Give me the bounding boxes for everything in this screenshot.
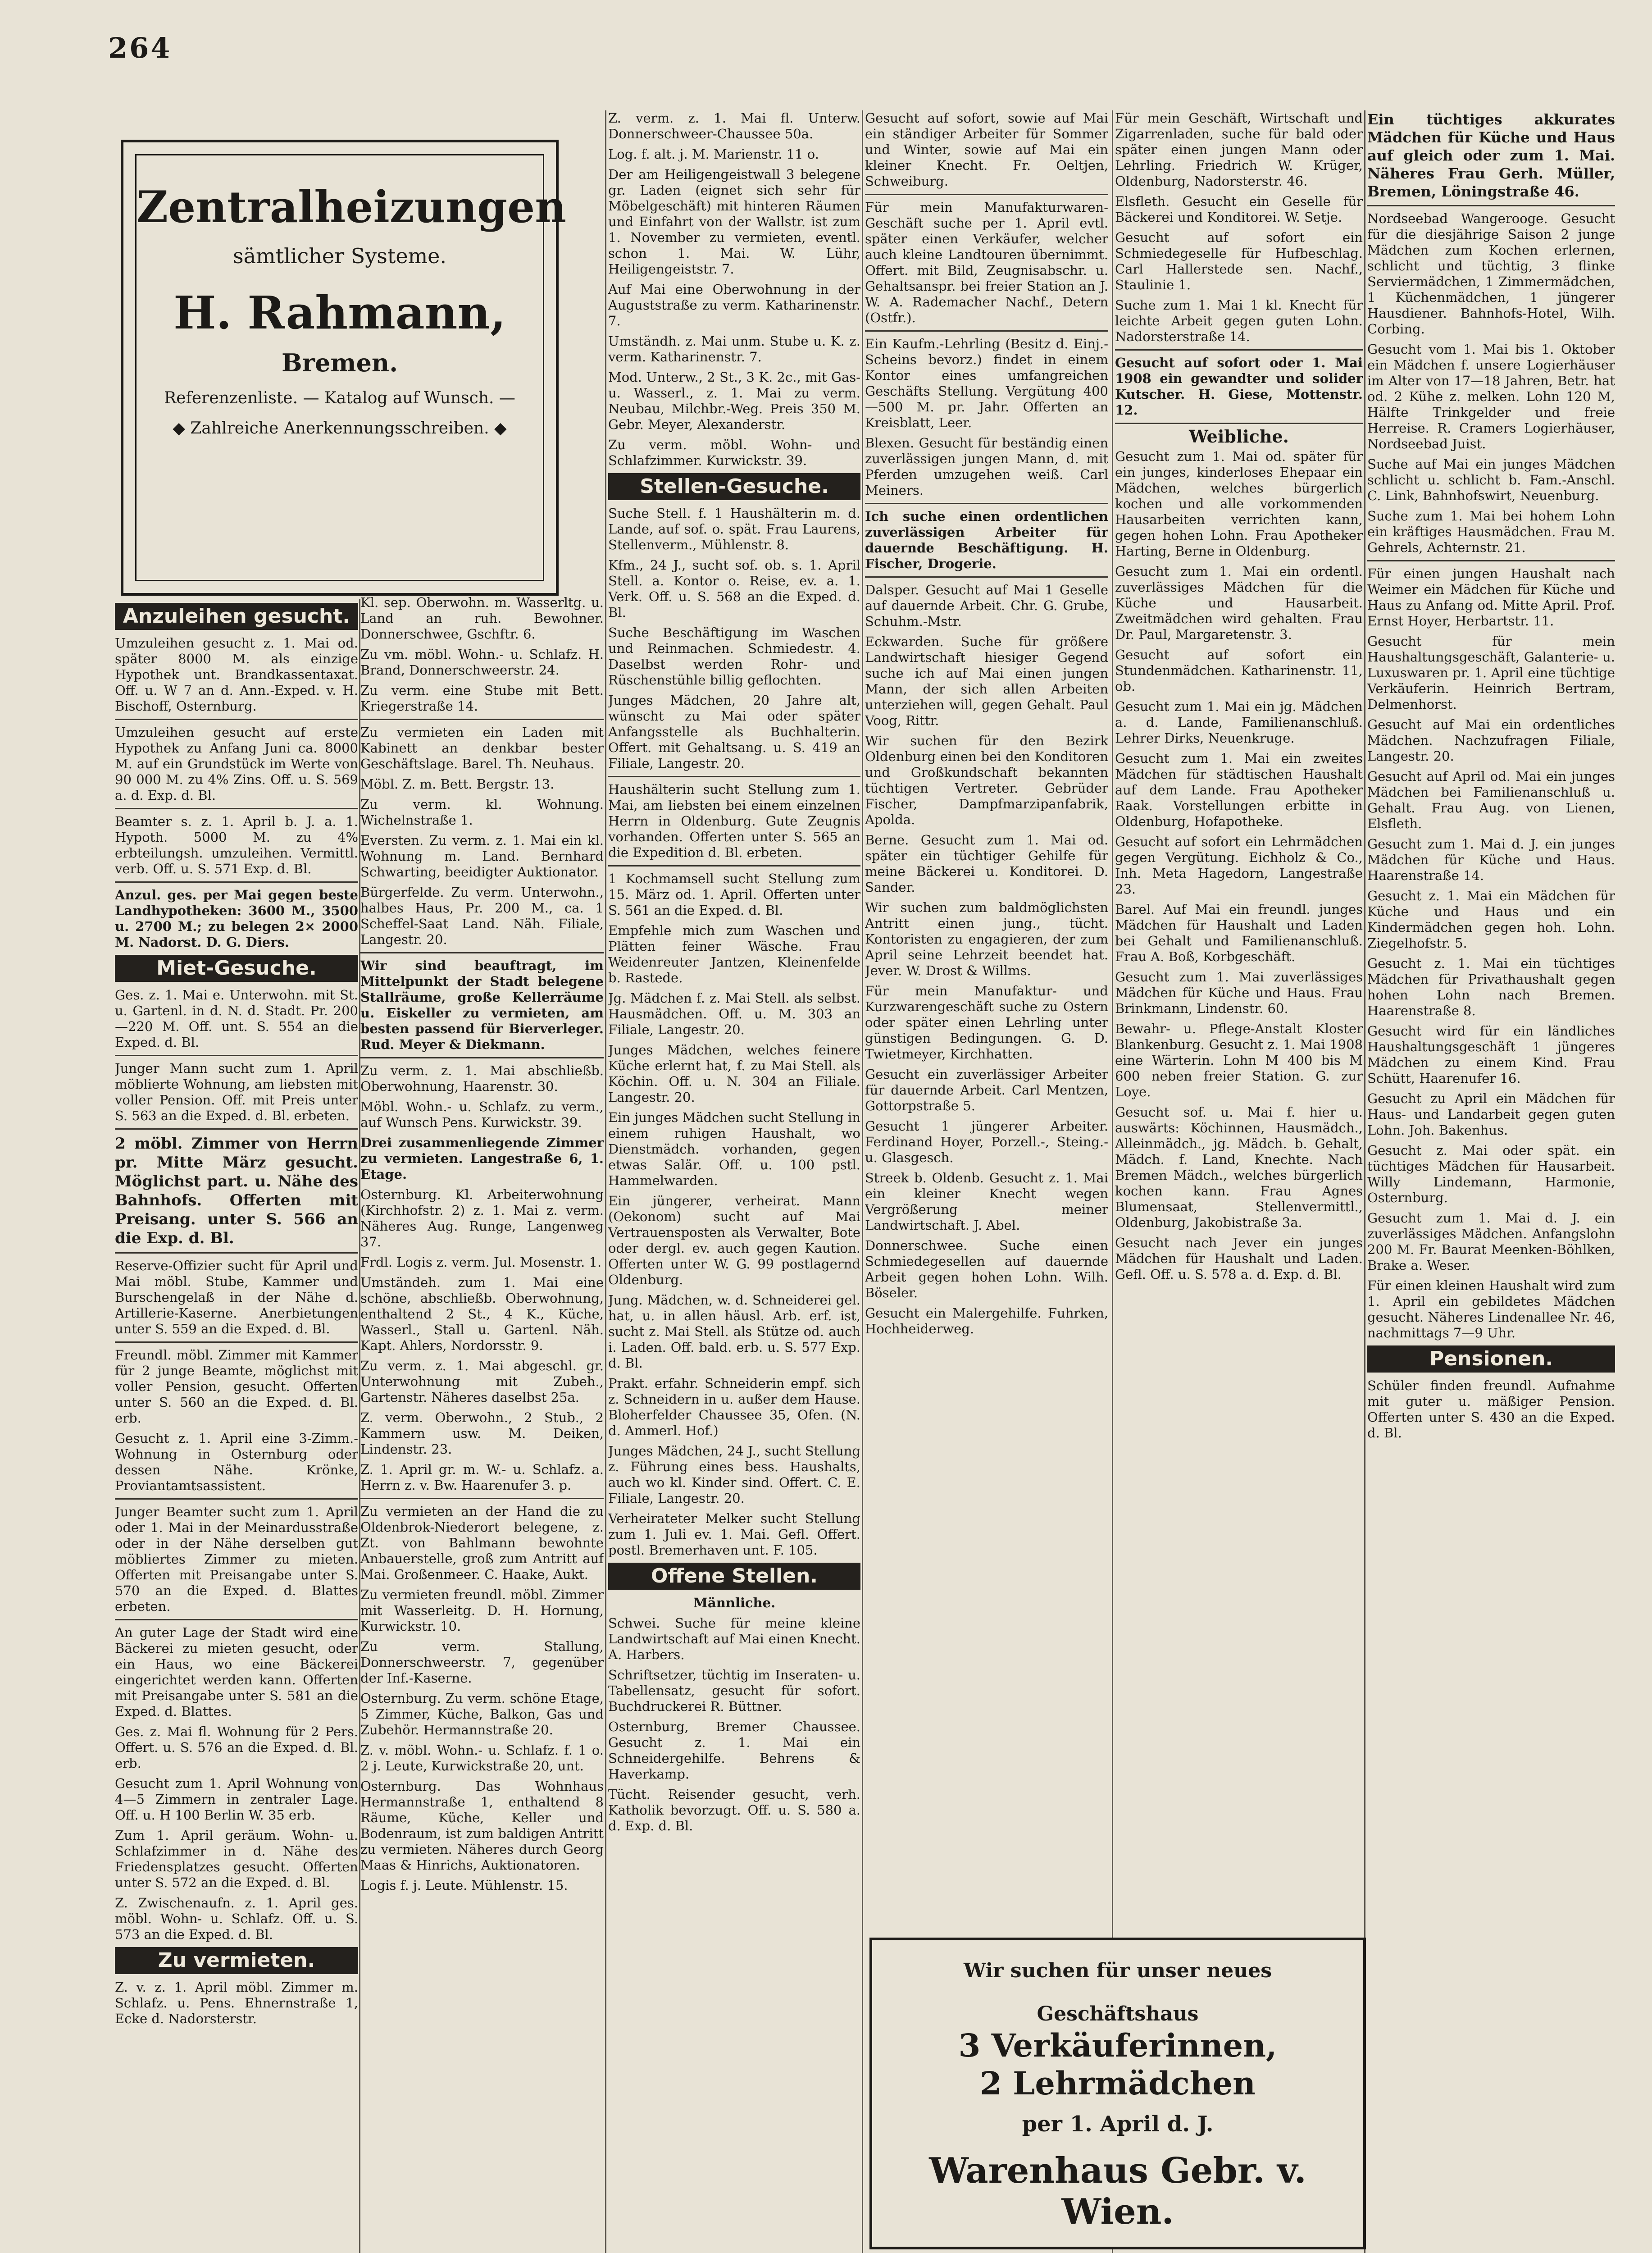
classified-ad: Suche Beschäftigung im Waschen und Reinmachen. Schmiedestr. 4. Daselbst werden Rohr- und Rüschenstühle billig geflochten. [608,625,860,688]
divider [865,194,1108,195]
divider [360,1498,604,1499]
classified-ad: Gesucht 1 jüngerer Arbeiter. Ferdinand Hoyer, Porzell.-, Steing.- u. Glasgesch. [865,1118,1108,1165]
divider [115,1252,358,1254]
classified-ad: Z. 1. April gr. m. W.- u. Schlafz. a. Herrn z. v. Bw. Haarenufer 3. p. [360,1462,604,1493]
classified-ad: Gesucht auf sofort ein Schmiedegeselle für Hufbeschlag. Carl Hallerstede sen. Nachf., Staulinie 1. [1115,230,1363,292]
classified-ad: Junger Mann sucht zum 1. April möblierte Wohnung, am liebsten mit voller Pension. Off. mit Preis unter S. 563 an die Exped. d. Bl. erbeten. [115,1061,358,1123]
classified-ad: Für mein Manufaktur- und Kurzwarengeschäft suche zu Ostern oder später einen Lehrling unter günstigen Bedingungen. G. D. Twietmeyer, Kirchhatten. [865,983,1108,1062]
classified-ad: An guter Lage der Stadt wird eine Bäckerei zu mieten gesucht, oder ein Haus, wo eine Bäckerei eingerichtet werden kann. Offerten mit Preisangabe unter S. 581 an die Exped. d. Blattes. [115,1625,358,1719]
classified-ad: Zu verm. kl. Wohnung. Wichelnstraße 1. [360,797,604,828]
ad-line: 3 Verkäuferinnen, [958,2027,1277,2064]
section-heading: Zu vermieten. [115,1947,358,1974]
classified-ad: Umzuleihen gesucht auf erste Hypothek zu Anfang Juni ca. 8000 M. auf ein Grundstück im Werte von 90 000 M. zu 4% Zins. Off. u. S. 569 a. d. Exp. d. Bl. [115,725,358,803]
classified-ad: Ein Kaufm.-Lehrling (Besitz d. Einj.-Scheins bevorz.) findet in einem Kontor eines umfangreichen Geschäfts Stellung. Vergütung 400—500 M. pr. Jahr. Offerten an Kreisblatt, Leer. [865,336,1108,430]
classified-ad: Möbl. Wohn.- u. Schlafz. zu verm., auf Wunsch Pens. Kurwickstr. 39. [360,1099,604,1130]
classified-ad: Suche auf Mai ein junges Mädchen schlicht u. schlicht b. Fam.-Anschl. C. Link, Bahnhofswirt, Neuenburg. [1367,456,1615,503]
classified-ad: Gesucht z. 1. Mai ein Mädchen für Küche und Haus und ein Kindermädchen gegen hoh. Lohn. Ziegelhofstr. 5. [1367,888,1615,951]
column-rule [1364,110,1365,2253]
classified-ad: Tücht. Reisender gesucht, verh. Katholik bevorzugt. Off. u. S. 580 a. d. Exp. d. Bl. [608,1787,860,1833]
classified-ad: Frdl. Logis z. verm. Jul. Mosenstr. 1. [360,1254,602,1270]
classified-ad: Wir suchen für den Bezirk Oldenburg einen bei den Konditoren und Großkundschaft bekannten tüchtigen Vertreter. Gebrüder Fischer, Dampfmarzipanfabrik, Apolda. [865,733,1108,827]
divider [115,881,358,883]
classified-ad: Gesucht zum 1. Mai d. J. ein zuverlässiges Mädchen. Anfangslohn 200 M. Fr. Baurat Meenken-Böhlken, Brake a. Weser. [1367,1210,1615,1273]
classified-ad: Freundl. möbl. Zimmer mit Kammer für 2 junge Beamte, möglichst mit voller Pension, gesucht. Offerten unter S. 560 an die Exped. d. Bl. erb. [115,1347,358,1426]
ad-title: Zentralheizungen [137,182,566,233]
classified-ad: Osternburg. Das Wohnhaus Hermannstraße 1, enthaltend 8 Räume, Küche, Keller und Bodenraum, ist zum baldigen Antritt zu vermieten. Näheres durch Georg Maas & Hinrichs, Auktionatoren. [360,1779,604,1873]
divider [1367,560,1615,561]
column-rule [862,110,863,2253]
classified-ad: Z. verm. z. 1. Mai fl. Unterw. Donnerschweer-Chaussee 50a. [608,110,860,141]
ad-line: Geschäftshaus [1037,2002,1199,2025]
classified-ad: Schwei. Suche für meine kleine Landwirtschaft auf Mai einen Knecht. A. Harbers. [608,1615,860,1662]
divider [865,330,1108,332]
classified-ad: Umständh. z. Mai unm. Stube u. K. z. verm. Katharinenstr. 7. [608,333,860,365]
divider [1115,349,1363,351]
classified-ad: Gesucht zum 1. Mai ein zweites Mädchen für städtischen Haushalt auf dem Lande. Frau Apotheker Raak. Vorstellungen erbitte in Oldenburg, Hofapotheke. [1115,751,1363,829]
classified-ad: Gesucht sof. u. Mai f. hier u. auswärts: Köchinnen, Hausmädch., Alleinmädch., jg. Mädch. b. Gehalt, Mädch. f. Land, Knechte. Nach Bremen Mädch., welches bürgerlich kochen kann. Frau Agnes Blumensaat, Stellenvermittl., Oldenburg, Jakobistraße 3a. [1115,1104,1363,1230]
column-5 [1115,110,1363,1931]
column-1 [115,599,358,2031]
ad-company: H. Rahmann, [173,286,506,339]
classified-ad: Gesucht auf sofort oder 1. Mai 1908 ein gewandter und solider Kutscher. H. Giese, Mottenstr. 12. [1115,355,1363,418]
classified-ad: Logis f. j. Leute. Mühlenstr. 15. [360,1878,568,1893]
divider [1367,205,1615,206]
classified-ad: Mod. Unterw., 2 St., 3 K. 2c., mit Gas- u. Wasserl., z. 1. Mai zu verm. Neubau, Milchbr.-Weg. Preis 350 M. Gebr. Meyer, Alexanderstr. [608,369,860,432]
classified-ad: Z. v. z. 1. April möbl. Zimmer m. Schlafz. u. Pens. Ehnernstraße 1, Ecke d. Nadorsterstr. [115,1979,358,2026]
classified-ad: Gesucht zum 1. Mai d. J. ein junges Mädchen für Küche und Haus. Haarenstraße 14. [1367,836,1615,883]
classified-ad: Gesucht z. 1. April eine 3-Zimm.-Wohnung in Osternburg oder dessen Nähe. Krönke, Proviantamtsassistent. [115,1431,358,1493]
divider [115,1128,358,1130]
classified-ad: Osternburg. Kl. Arbeiterwohnung (Kirchhofstr. 2) z. 1. Mai z. verm. Näheres Aug. Runge, Langenweg 37. [360,1187,604,1250]
classified-ad: Prakt. erfahr. Schneiderin empf. sich z. Schneidern in u. außer dem Hause. Bloherfelder Chaussee 35, Ofen. (N. d. Ammerl. Hof.) [608,1376,860,1438]
classified-ad: Bürgerfelde. Zu verm. Unterwohn., halbes Haus, Pr. 200 M., ca. 1 Scheffel-Saat Land. Näh. Filiale, Langestr. 20. [360,885,604,947]
classified-ad: Gesucht vom 1. Mai bis 1. Oktober ein Mädchen f. unsere Logierhäuser im Alter von 17—18 Jahren, Betr. hat od. 2 Kühe z. melken. Lohn 120 M, Hälfte Trinkgelder und freie Herreise. R. Cramers Logierhäuser, Nordseebad Juist. [1367,342,1615,452]
classified-ad: Anzul. ges. per Mai gegen beste Landhypotheken: 3600 M., 3500 u. 2700 M.; zu belegen 2× 2000 M. Nadorst. D. G. Diers. [115,887,358,950]
classified-ad: Ein tüchtiges akkurates Mädchen für Küche und Haus auf gleich oder zum 1. Mai. Näheres Frau Gerh. Müller, Bremen, Löningstraße 46. [1367,111,1615,200]
classified-ad: Ges. z. 1. Mai e. Unterwohn. mit St. u. Gartenl. in d. N. d. Stadt. Pr. 200—220 M. Off. unt. S. 554 an die Exped. d. Bl. [115,987,358,1050]
divider [865,503,1108,504]
classified-ad: Für mein Geschäft, Wirtschaft und Zigarrenladen, suche für bald oder später einen jungen Mann oder Lehrling. Friedrich W. Krüger, Oldenburg, Nadorsterstr. 46. [1115,110,1363,189]
classified-ad: Ein jüngerer, verheirat. Mann (Oekonom) sucht auf Mai Vertrauensposten als Verwalter, Bote oder dergl. ev. auch gegen Kaution. Offerten unter W. G. 99 postlagernd Oldenburg. [608,1193,860,1287]
classified-ad: Gesucht auf sofort, sowie auf Mai ein ständiger Arbeiter für Sommer und Winter, sowie auf Mai ein kleiner Knecht. Fr. Oeltjen, Schweiburg. [865,110,1108,189]
divider [115,1619,358,1620]
classified-ad: Umständeh. zum 1. Mai eine schöne, abschließb. Oberwohnung, enthaltend 2 St., 4 K., Küche, Wasserl., Stall u. Gartenl. Näh. Kapt. Ahlers, Nordorsstr. 9. [360,1275,604,1353]
classified-ad: Barel. Auf Mai ein freundl. junges Mädchen für Haushalt und Laden bei Gehalt und Familienanschluß. Frau A. Boß, Korbgeschäft. [1115,902,1363,964]
divider [115,1498,358,1500]
classified-ad: Gesucht auf Mai ein ordentliches Mädchen. Nachzufragen Filiale, Langestr. 20. [1367,717,1615,764]
classified-ad: Zu vermieten freundl. möbl. Zimmer mit Wasserleitg. D. H. Hornung, Kurwickstr. 10. [360,1587,604,1634]
classified-ad: Suche zum 1. Mai 1 kl. Knecht für leichte Arbeit gegen guten Lohn. Nadorsterstraße 14. [1115,297,1363,344]
classified-ad: Junges Mädchen, welches feinere Küche erlernt hat, f. zu Mai Stell. als Köchin. Off. u. N. 304 an Filiale. Langestr. 20. [608,1042,860,1105]
classified-ad: Auf Mai eine Oberwohnung in der Auguststraße zu verm. Katharinenstr. 7. [608,282,860,328]
classified-ad: Zu vermieten an der Hand die zu Oldenbrok-Niederort belegene, z. Zt. von Bahlmann bewohnte Anbauerstelle, groß zum Antritt auf Mai. Großenmeer. C. Haake, Aukt. [360,1504,604,1582]
classified-ad: Z. v. möbl. Wohn.- u. Schlafz. f. 1 o. 2 j. Leute, Kurwickstraße 20, unt. [360,1742,604,1774]
classified-ad: Bewahr- u. Pflege-Anstalt Kloster Blankenburg. Gesucht z. 1. Mai 1908 eine Wärterin. Lohn M 400 bis M 600 neben freier Station. G. zur Loye. [1115,1021,1363,1099]
ad-line: Referenzenliste. — Katalog auf Wunsch. — [164,389,515,407]
classified-ad: Z. Zwischenaufn. z. 1. April ges. möbl. Wohn- u. Schlafz. Off. u. S. 573 an die Exped. d. Bl. [115,1895,358,1942]
classified-ad: Elsfleth. Gesucht ein Geselle für Bäckerei und Konditorei. W. Setje. [1115,194,1363,225]
column-3 [608,110,860,1838]
ad-company: Warenhaus Gebr. v. Wien. [929,2150,1306,2232]
classified-ad: Für einen kleinen Haushalt wird zum 1. April ein gebildetes Mädchen gesucht. Näheres Lindenallee Nr. 46, nachmittags 7—9 Uhr. [1367,1278,1615,1341]
section-heading: Offene Stellen. [608,1563,860,1590]
divider [865,576,1108,578]
classified-ad: Gesucht zum 1. Mai zuverlässiges Mädchen für Küche und Haus. Frau Brinkmann, Lindenstr. 60. [1115,969,1363,1016]
section-heading: Miet-Gesuche. [115,955,358,982]
divider [360,719,604,720]
ad-line: Wir suchen für unser neues [963,1959,1272,1982]
ad-city: Bremen. [281,348,398,377]
classified-ad: Donnerschwee. Suche einen Schmiedegesellen auf dauernde Arbeit gegen hohen Lohn. Wilh. Böseler. [865,1238,1108,1300]
classified-ad: Gesucht auf sofort ein Lehrmädchen gegen Vergütung. Eichholz & Co., Inh. Meta Hagedorn, Langestraße 23. [1115,834,1363,897]
classified-ad: Umzuleihen gesucht z. 1. Mai od. später 8000 M. als einzige Hypothek unt. Brandkassentaxat. Off. u. W 7 an d. Ann.-Exped. v. H. Bischoff, Osternburg. [115,635,358,714]
classified-ad: Für mein Manufakturwaren-Geschäft suche per 1. April evtl. später einen Verkäufer, welcher auch kleine Landtouren übernimmt. Offert. mit Bild, Zeugnisabschr. u. Gehaltsanspr. bei freier Station an J. W. A. Rademacher Nachf., Detern (Ostfr.). [865,200,1108,325]
warenhaus-advertisement [869,1938,1366,2249]
classified-ad: Junges Mädchen, 24 J., sucht Stellung z. Führung eines bess. Haushalts, auch wo kl. Kinder sind. Offert. C. E. Filiale, Langestr. 20. [608,1443,860,1506]
classified-ad: Zu vm. möbl. Wohn.- u. Schlafz. H. Brand, Donnerschweerstr. 24. [360,647,604,678]
classified-ad: Eckwarden. Suche für größere Landwirtschaft hiesiger Gegend suche ich auf Mai einen jungen Mann, der sich allen Arbeiten unterziehen will, gegen Gehalt. Paul Voog, Rittr. [865,634,1108,728]
classified-ad: 1 Kochmamsell sucht Stellung zum 15. März od. 1. April. Offerten unter S. 561 an die Exped. d. Bl. [608,871,860,918]
column-rule [1112,110,1113,2253]
divider [115,808,358,809]
classified-ad: Jung. Mädchen, w. d. Schneiderei gel. hat, u. in allen häusl. Arb. erf. ist, sucht z. Mai Stell. als Stütze od. auch i. Laden. Off. bald. erb. u. S. 577 Exp. d. Bl. [608,1292,860,1371]
classified-ad: Ein junges Mädchen sucht Stellung in einem ruhigen Haushalt, wo Dienstmädch. vorhanden, gegen etwas Salär. Off. u. 100 pstl. Hammelwarden. [608,1110,860,1188]
classified-ad: Junges Mädchen, 20 Jahre alt, wünscht zu Mai oder später Anfangsstelle als Buchhalterin. Offert. mit Gehaltsang. u. S. 419 an Filiale, Langestr. 20. [608,693,860,771]
classified-ad: Gesucht wird für ein ländliches Haushaltungsgeschäft 1 jüngeres Mädchen zu einem Kind. Frau Schütt, Haarenufer 16. [1367,1023,1615,1086]
subsection-heading: Männliche. [693,1595,776,1610]
classified-ad: Suche Stell. f. 1 Haushälterin m. d. Lande, auf sof. o. spät. Frau Laurens, Stellenverm., Mühlenstr. 8. [608,506,860,552]
column-6 [1367,110,1615,1446]
classified-ad: Kfm., 24 J., sucht sof. ob. s. 1. April Stell. a. Kontor o. Reise, ev. a. 1. Verk. Off. u. S. 568 an die Exped. d. Bl. [608,557,860,620]
classified-ad: Blexen. Gesucht für beständig einen zuverlässigen jungen Mann, d. mit Pferden umzugehen weiß. Carl Meiners. [865,435,1108,498]
classified-ad: Der am Heiligengeistwall 3 belegene gr. Laden (eignet sich sehr für Möbelgeschäft) mit hinteren Räumen und Einfahrt von der Wallstr. ist zum 1. November zu vermieten, eventl. schon 1. Mai. W. Lühr, Heiligengeiststr. 7. [608,167,860,277]
heating-advertisement [121,140,566,596]
classified-ad: Schüler finden freundl. Aufnahme mit guter u. mäßiger Pension. Offerten unter S. 430 an die Exped. d. Bl. [1367,1378,1615,1441]
classified-ad: Gesucht z. 1. Mai ein tüchtiges Mädchen für Privathaushalt gegen hohen Lohn nach Bremen. Haarenstraße 8. [1367,956,1615,1018]
ad-line: ◆ Zahlreiche Anerkennungsschreiben. ◆ [173,419,507,438]
divider [608,865,860,867]
classified-ad: Gesucht für mein Haushaltungsgeschäft, Galanterie- u. Luxuswaren pr. 1. April eine tüchtige Verkäuferin. Heinrich Bertram, Delmenhorst. [1367,634,1615,712]
classified-ad: 2 möbl. Zimmer von Herrn pr. Mitte März gesucht. Möglichst part. u. Nähe des Bahnhofs. Offerten mit Preisang. unter S. 566 an die Exp. d. Bl. [115,1135,358,1247]
classified-ad: Z. verm. Oberwohn., 2 Stub., 2 Kammern usw. M. Deiken, Lindenstr. 23. [360,1410,604,1457]
classified-ad: Möbl. Z. m. Bett. Bergstr. 13. [360,776,555,792]
classified-ad: Zu verm. möbl. Wohn- und Schlafzimmer. Kurwickstr. 39. [608,437,860,468]
column-rule [605,110,606,2253]
classified-ad: Beamter s. z. 1. April b. J. a. 1. Hypoth. 5000 M. zu 4% erbteilungsh. umzuleihen. Vermittl. verb. Off. u. S. 571 Exp. d. Bl. [115,814,358,876]
classified-ad: Osternburg. Zu verm. schöne Etage, 5 Zimmer, Küche, Balkon, Gas und Zubehör. Hermannstraße 20. [360,1691,604,1738]
classified-ad: Jg. Mädchen f. z. Mai Stell. als selbst. Hausmädchen. Off. u. M. 303 an Filiale, Langestr. 20. [608,990,860,1037]
classified-ad: Log. f. alt. j. M. Marienstr. 11 o. [608,146,819,162]
classified-ad: Eversten. Zu verm. z. 1. Mai ein kl. Wohnung m. Land. Bernhard Schwarting, beeidigter Auktionator. [360,833,604,880]
classified-ad: Dalsper. Gesucht auf Mai 1 Geselle auf dauernde Arbeit. Chr. G. Grube, Schuhm.-Mstr. [865,582,1108,629]
classified-ad: Nordseebad Wangerooge. Gesucht für die diesjährige Saison 2 junge Mädchen zum Kochen erlernen, schlicht und tüchtig, 3 flinke Serviermädchen, 1 Zimmermädchen, 1 Küchenmädchen, 1 jüngerer Hausdiener. Bahnhofs-Hotel, Wilh. Corbing. [1367,211,1615,337]
classified-ad: Schriftsetzer, tüchtig im Inseraten- u. Tabellensatz, gesucht für sofort. Buchdruckerei R. Büttner. [608,1667,860,1714]
classified-ad: Gesucht z. Mai oder spät. ein tüchtiges Mädchen für Hausarbeit. Willy Lindemann, Harmonie, Osternburg. [1367,1143,1615,1205]
classified-ad: Wir suchen zum baldmöglichsten Antritt einen jung., tücht. Kontoristen zu engagieren, der zum April seine Lehrzeit beendet hat. Jever. W. Drost & Willms. [865,900,1108,978]
classified-ad: Suche zum 1. Mai bei hohem Lohn ein kräftiges Hausmädchen. Frau M. Gehrels, Achternstr. 21. [1367,508,1615,555]
classified-ad: Reserve-Offizier sucht für April und Mai möbl. Stube, Kammer und Burschengelaß in der Nähe d. Artillerie-Kaserne. Anerbietungen unter S. 559 an die Exped. d. Bl. [115,1258,358,1336]
classified-ad: Kl. sep. Oberwohn. m. Wasserltg. u. Land an ruh. Bewohner. Donnerschwee, Gschftr. 6. [360,595,604,642]
classified-ad: Verheirateter Melker sucht Stellung zum 1. Juli ev. 1. Mai. Gefl. Offert. postl. Bremerhaven unt. F. 105. [608,1511,860,1558]
classified-ad: Drei zusammenliegende Zimmer zu vermieten. Langestraße 6, 1. Etage. [360,1135,604,1182]
classified-ad: Wir sind beauftragt, im Mittelpunkt der Stadt belegene Stallräume, große Kellerräume u. Eiskeller zu vermieten, am besten passend für Bierverleger. Rud. Meyer & Diekmann. [360,958,604,1052]
classified-ad: Ges. z. Mai fl. Wohnung für 2 Pers. Offert. u. S. 576 an die Exped. d. Bl. erb. [115,1724,358,1771]
classified-ad: Gesucht ein zuverlässiger Arbeiter für dauernde Arbeit. Carl Mentzen, Gottorpstraße 5. [865,1067,1108,1113]
divider [115,1055,358,1056]
classified-ad: Gesucht auf April od. Mai ein junges Mädchen bei Familienanschluß u. Gehalt. Frau Aug. von Lienen, Elsfleth. [1367,769,1615,831]
divider [360,1057,604,1058]
classified-ad: Gesucht zum 1. April Wohnung von 4—5 Zimmern in zentraler Lage. Off. u. H 100 Berlin W. 35 erb. [115,1776,358,1823]
divider [115,719,358,720]
column-4 [865,110,1108,1931]
page-number: 264 [108,32,172,64]
classified-ad: Zu verm. z. 1. Mai abgeschl. gr. Unterwohnung mit Zubeh., Gartenstr. Näheres daselbst 25a. [360,1358,604,1405]
divider [608,776,860,777]
classified-ad: Zu verm. z. 1. Mai abschließb. Oberwohnung, Haarenstr. 30. [360,1063,604,1094]
classified-ad: Zu verm. Stallung, Donnerschweerstr. 7, gegenüber der Inf.-Kaserne. [360,1639,604,1686]
classified-ad: Gesucht ein Malergehilfe. Fuhrken, Hochheiderweg. [865,1305,1108,1336]
ad-subtitle: sämtlicher Systeme. [232,244,447,268]
ad-line: 2 Lehrmädchen [980,2065,1256,2102]
ad-line-text: Zahlreiche Anerkennungsschreiben. [190,419,489,438]
classified-ad: Für einen jungen Haushalt nach Weimer ein Mädchen für Küche und Haus zu Anfang od. Mitte April. Prof. Ernst Hoyer, Herbartstr. 11. [1367,566,1615,629]
classified-ad: Gesucht zum 1. Mai ein ordentl. zuverlässiges Mädchen für die Küche und Hausarbeit. Zweitmädchen wird gehalten. Frau Dr. Paul, Margaretenstr. 3. [1115,564,1363,642]
classified-ad: Osternburg, Bremer Chaussee. Gesucht z. 1. Mai ein Schneidergehilfe. Behrens & Haverkamp. [608,1719,860,1782]
classified-ad: Berne. Gesucht zum 1. Mai od. später ein tüchtiger Gehilfe für meine Bäckerei u. Konditorei. D. Sander. [865,832,1108,895]
classified-ad: Zum 1. April geräum. Wohn- u. Schlafzimmer in d. Nähe des Friedensplatzes gesucht. Offerten unter S. 572 an die Exped. d. Bl. [115,1828,358,1890]
section-heading: Stellen-Gesuche. [608,473,860,500]
classified-ad: Gesucht nach Jever ein junges Mädchen für Haushalt und Laden. Gefl. Off. u. S. 578 a. d. Exp. d. Bl. [1115,1235,1363,1282]
classified-ad: Junger Beamter sucht zum 1. April oder 1. Mai in der Meinardusstraße oder in der Nähe derselben gut möbliertes Zimmer zu mieten. Offerten mit Preisangabe unter S. 570 an die Exped. d. Blattes erbeten. [115,1504,358,1614]
classified-ad: Gesucht zum 1. Mai ein jg. Mädchen a. d. Lande, Familienanschluß. Lehrer Dirks, Neuenkruge. [1115,699,1363,746]
classified-ad: Haushälterin sucht Stellung zum 1. Mai, am liebsten bei einem einzelnen Herrn in Oldenburg. Gute Zeugnis vorhanden. Offerten unter S. 565 an die Expedition d. Bl. erbeten. [608,782,860,860]
classified-ad: Zu verm. eine Stube mit Bett. Kriegerstraße 14. [360,683,604,714]
classified-ad: Gesucht auf sofort ein Stundenmädchen. Katharinenstr. 11, ob. [1115,647,1363,694]
divider [115,1341,358,1343]
column-2 [360,595,604,1898]
classified-ad: Empfehle mich zum Waschen und Plätten feiner Wäsche. Frau Weidenreuter Jantzen, Kleinenfelde b. Rastede. [608,923,860,985]
ad-line: per 1. April d. J. [1022,2112,1214,2137]
classified-ad: Ich suche einen ordentlichen zuverlässigen Arbeiter für dauernde Beschäftigung. H. Fischer, Drogerie. [865,509,1108,571]
classified-ad: Zu vermieten ein Laden mit Kabinett an denkbar bester Geschäftslage. Barel. Th. Neuhaus. [360,725,604,771]
divider [360,952,604,953]
classified-ad: Streek b. Oldenb. Gesucht z. 1. Mai ein kleiner Knecht wegen Vergrößerung meiner Landwirtschaft. J. Abel. [865,1170,1108,1233]
section-heading: Anzuleihen gesucht. [115,603,358,630]
divider [1115,423,1363,424]
subsection-heading: Weibliche. [1189,426,1289,447]
section-heading: Pensionen. [1367,1345,1615,1373]
classified-ad: Gesucht zum 1. Mai od. später für ein junges, kinderloses Ehepaar ein Mädchen, welches bürgerlich kochen und alle vorkommenden Hausarbeiten verrichten kann, gegen hohen Lohn. Frau Apotheker Harting, Berne in Oldenburg. [1115,449,1363,559]
classified-ad: Gesucht zu April ein Mädchen für Haus- und Landarbeit gegen guten Lohn. Joh. Bakenhus. [1367,1091,1615,1138]
